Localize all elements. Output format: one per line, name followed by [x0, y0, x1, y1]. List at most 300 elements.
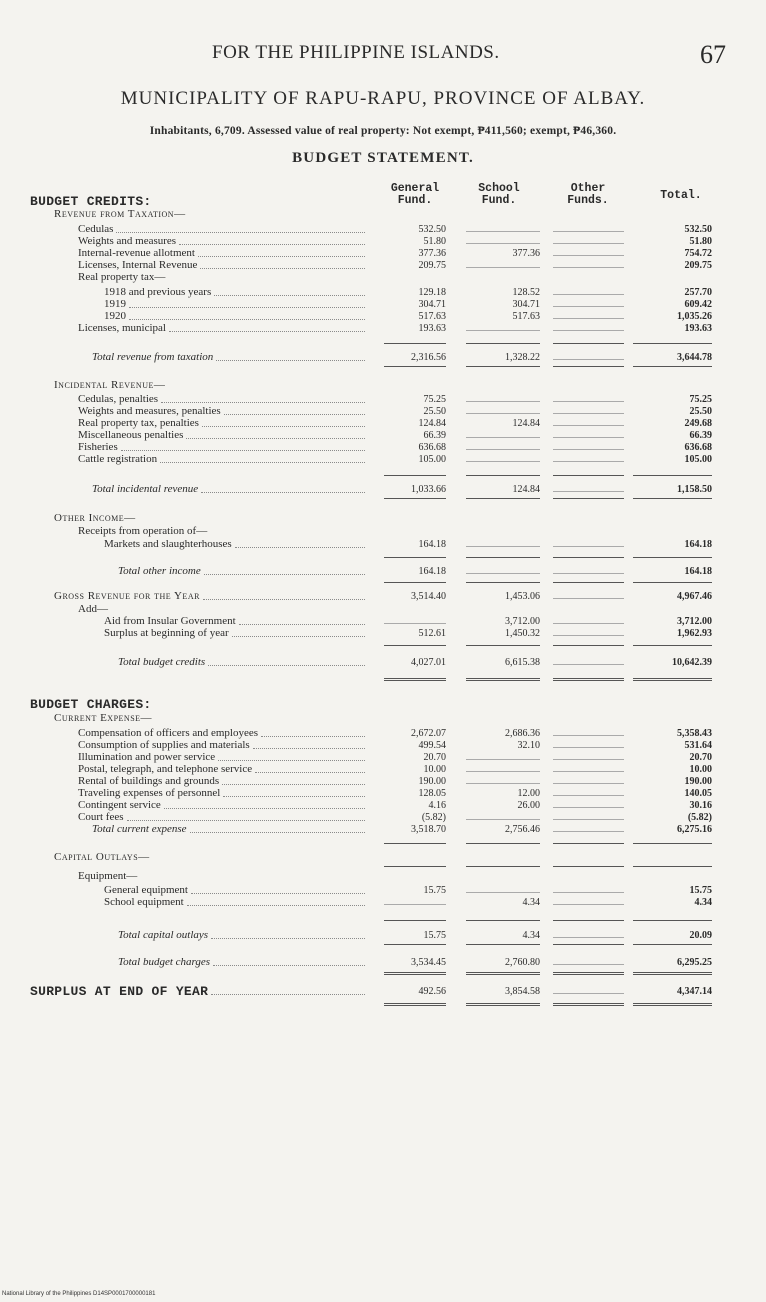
cell-total: 164.18 [684, 539, 712, 550]
row-label: Equipment— [78, 870, 138, 882]
cell-general-fund: 124.84 [418, 418, 446, 429]
blank-cell-rule [553, 413, 624, 414]
cell-school-fund: 2,760.80 [505, 957, 540, 968]
total-rule [633, 366, 712, 367]
cell-school-fund: 32.10 [517, 740, 540, 751]
row-label: Current Expense— [54, 712, 153, 724]
leader-dots [203, 599, 365, 600]
column-header-other-funds: Other Funds. [567, 182, 609, 207]
total-rule [466, 920, 540, 921]
blank-cell-rule [553, 598, 624, 599]
row-label: Cedulas, penalties [78, 393, 159, 405]
total-rule [553, 974, 624, 975]
total-rule [553, 1005, 624, 1006]
row-label: Miscellaneous penalties [78, 429, 184, 441]
cell-general-fund: 51.80 [423, 236, 446, 247]
table-row [0, 590, 766, 603]
table-row [0, 512, 766, 525]
cell-total: 164.18 [684, 566, 712, 577]
cell-total: 1,035.26 [677, 311, 712, 322]
blank-cell-rule [553, 573, 624, 574]
cell-total: 3,712.00 [677, 616, 712, 627]
cell-school-fund: 1,450.32 [505, 628, 540, 639]
total-rule [466, 582, 540, 583]
total-rule [466, 498, 540, 499]
cell-total: 5,358.43 [677, 728, 712, 739]
inhabitants-line: Inhabitants, 6,709. Assessed value of real property: Not exempt, ₱411,560; exempt, ₱46,360. [149, 125, 617, 137]
total-rule [633, 475, 712, 476]
blank-cell-rule [553, 330, 624, 331]
total-rule [466, 866, 540, 867]
total-rule [633, 972, 712, 973]
row-label: Add— [78, 603, 108, 615]
row-label: Revenue from Taxation— [54, 208, 186, 220]
total-rule [384, 343, 446, 344]
cell-general-fund: (5.82) [421, 812, 446, 823]
row-label: Fisheries [78, 441, 118, 453]
table-row [0, 453, 766, 466]
blank-cell-rule [466, 413, 540, 414]
cell-school-fund: 124.84 [512, 484, 540, 495]
cell-total: 51.80 [689, 236, 712, 247]
leader-dots [261, 736, 365, 737]
total-rule [466, 944, 540, 945]
total-rule [384, 582, 446, 583]
cell-general-fund: 4,027.01 [411, 657, 446, 668]
blank-cell-rule [466, 437, 540, 438]
cell-total: 3,644.78 [677, 352, 712, 363]
blank-cell-rule [553, 243, 624, 244]
total-rule [553, 343, 624, 344]
leader-dots [204, 574, 365, 575]
leader-dots [211, 938, 365, 939]
leader-dots [255, 772, 365, 773]
table-row [0, 195, 766, 208]
cell-general-fund: 304.71 [418, 299, 446, 310]
blank-cell-rule [553, 425, 624, 426]
total-rule [466, 678, 540, 679]
cell-total: 531.64 [684, 740, 712, 751]
cell-general-fund: 1,033.66 [411, 484, 446, 495]
blank-cell-rule [466, 231, 540, 232]
cell-general-fund: 15.75 [423, 930, 446, 941]
cell-school-fund: 3,854.58 [505, 986, 540, 997]
row-label: SURPLUS AT END OF YEAR [30, 984, 209, 999]
leader-dots [129, 319, 365, 320]
cell-general-fund: 3,534.45 [411, 957, 446, 968]
row-label: Cattle registration [78, 453, 158, 465]
total-rule [633, 678, 712, 679]
total-rule [553, 972, 624, 973]
row-label: BUDGET CHARGES: [30, 697, 152, 712]
cell-general-fund: 209.75 [418, 260, 446, 271]
total-rule [466, 645, 540, 646]
column-header-general-fund: General Fund. [390, 182, 440, 207]
leader-dots [224, 414, 365, 415]
row-label: Total revenue from taxation [92, 351, 214, 363]
leader-dots [216, 360, 365, 361]
cell-total: 66.39 [689, 430, 712, 441]
leader-dots [129, 307, 365, 308]
cell-general-fund: 10.00 [423, 764, 446, 775]
blank-cell-rule [553, 819, 624, 820]
total-rule [553, 645, 624, 646]
cell-total: (5.82) [687, 812, 712, 823]
table-row [0, 208, 766, 221]
cell-total: 105.00 [684, 454, 712, 465]
cell-total: 1,158.50 [677, 484, 712, 495]
blank-cell-rule [553, 795, 624, 796]
leader-dots [235, 547, 365, 548]
blank-cell-rule [384, 623, 446, 624]
cell-general-fund: 2,672.07 [411, 728, 446, 739]
cell-school-fund: 4.34 [522, 930, 540, 941]
row-label: Real property tax, penalties [78, 417, 199, 429]
table-row [0, 712, 766, 725]
total-rule [553, 678, 624, 679]
leader-dots [208, 665, 365, 666]
cell-total: 609.42 [684, 299, 712, 310]
row-label: Weights and measures [78, 235, 177, 247]
leader-dots [218, 760, 365, 761]
table-row [0, 379, 766, 392]
row-label: Total incidental revenue [92, 483, 199, 495]
total-rule [553, 843, 624, 844]
blank-cell-rule [553, 771, 624, 772]
row-label: Other Income— [54, 512, 136, 524]
total-rule [633, 582, 712, 583]
cell-school-fund: 4.34 [522, 897, 540, 908]
cell-total: 4,967.46 [677, 591, 712, 602]
blank-cell-rule [553, 635, 624, 636]
column-header-total: Total. [660, 189, 702, 202]
row-label: Illumination and power service [78, 751, 216, 763]
total-rule [633, 557, 712, 558]
table-row [0, 565, 766, 578]
leader-dots [239, 624, 365, 625]
total-rule [553, 866, 624, 867]
cell-school-fund: 304.71 [512, 299, 540, 310]
table-row [0, 656, 766, 669]
total-rule [384, 366, 446, 367]
blank-cell-rule [553, 231, 624, 232]
leader-dots [179, 244, 365, 245]
total-rule [384, 557, 446, 558]
leader-dots [164, 808, 365, 809]
cell-total: 209.75 [684, 260, 712, 271]
table-row [0, 896, 766, 909]
cell-school-fund: 6,615.38 [505, 657, 540, 668]
cell-total: 6,295.25 [677, 957, 712, 968]
leader-dots [187, 905, 365, 906]
cell-general-fund: 512.61 [418, 628, 446, 639]
table-row [0, 851, 766, 864]
row-label: Real property tax— [78, 271, 166, 283]
total-rule [384, 678, 446, 679]
row-label: Licenses, Internal Revenue [78, 259, 198, 271]
blank-cell-rule [553, 401, 624, 402]
cell-school-fund: 2,756.46 [505, 824, 540, 835]
blank-cell-rule [553, 294, 624, 295]
page-number: 67 [700, 40, 726, 69]
blank-cell-rule [553, 783, 624, 784]
total-rule [553, 944, 624, 945]
row-label: Markets and slaughterhouses [104, 538, 232, 550]
leader-dots [214, 295, 365, 296]
row-label: Total budget credits [118, 656, 206, 668]
blank-cell-rule [466, 243, 540, 244]
cell-general-fund: 20.70 [423, 752, 446, 763]
blank-cell-rule [553, 964, 624, 965]
row-label: Weights and measures, penalties [78, 405, 221, 417]
blank-cell-rule [553, 546, 624, 547]
cell-total: 25.50 [689, 406, 712, 417]
blank-cell-rule [553, 318, 624, 319]
row-label: Compensation of officers and employees [78, 727, 259, 739]
table-row [0, 525, 766, 538]
cell-general-fund: 190.00 [418, 776, 446, 787]
row-label: Receipts from operation of— [78, 525, 208, 537]
cell-general-fund: 25.50 [423, 406, 446, 417]
statement-title: BUDGET STATEMENT. [292, 150, 474, 166]
table-row [0, 985, 766, 998]
row-label: 1918 and previous years [104, 286, 212, 298]
table-row [0, 698, 766, 711]
cell-general-fund: 377.36 [418, 248, 446, 259]
total-rule [553, 680, 624, 681]
cell-school-fund: 377.36 [512, 248, 540, 259]
blank-cell-rule [553, 491, 624, 492]
total-rule [466, 680, 540, 681]
row-label: Surplus at beginning of year [104, 627, 229, 639]
cell-school-fund: 1,328.22 [505, 352, 540, 363]
leader-dots [232, 636, 365, 637]
total-rule [384, 920, 446, 921]
row-label: Rental of buildings and grounds [78, 775, 220, 787]
total-rule [633, 645, 712, 646]
cell-total: 20.09 [689, 930, 712, 941]
blank-cell-rule [466, 819, 540, 820]
total-rule [384, 974, 446, 975]
total-rule [553, 366, 624, 367]
blank-cell-rule [553, 747, 624, 748]
blank-cell-rule [553, 359, 624, 360]
row-label: Incidental Revenue— [54, 379, 166, 391]
row-label: Total current expense [92, 823, 187, 835]
leader-dots [191, 893, 365, 894]
blank-cell-rule [466, 449, 540, 450]
blank-cell-rule [553, 807, 624, 808]
total-rule [384, 972, 446, 973]
cell-general-fund: 164.18 [418, 566, 446, 577]
total-rule [384, 1003, 446, 1004]
cell-school-fund: 1,453.06 [505, 591, 540, 602]
total-rule [633, 1005, 712, 1006]
total-rule [384, 944, 446, 945]
total-rule [553, 1003, 624, 1004]
blank-cell-rule [553, 623, 624, 624]
municipality-title: MUNICIPALITY OF RAPU-RAPU, PROVINCE OF ALBAY. [120, 88, 646, 109]
leader-dots [169, 331, 365, 332]
total-rule [384, 475, 446, 476]
total-rule [384, 498, 446, 499]
blank-cell-rule [553, 461, 624, 462]
row-label: School equipment [104, 896, 184, 908]
table-row [0, 956, 766, 969]
leader-dots [223, 796, 365, 797]
cell-total: 140.05 [684, 788, 712, 799]
cell-general-fund: 517.63 [418, 311, 446, 322]
blank-cell-rule [553, 664, 624, 665]
table-row [0, 538, 766, 551]
leader-dots [253, 748, 365, 749]
table-row [0, 351, 766, 364]
total-rule [633, 1003, 712, 1004]
cell-total: 10,642.39 [672, 657, 712, 668]
total-rule [466, 972, 540, 973]
leader-dots [222, 784, 365, 785]
row-label: Total other income [118, 565, 201, 577]
blank-cell-rule [553, 437, 624, 438]
table-row [0, 870, 766, 883]
cell-total: 4,347.14 [677, 986, 712, 997]
total-rule [466, 557, 540, 558]
blank-cell-rule [553, 937, 624, 938]
table-row [0, 322, 766, 335]
cell-total: 190.00 [684, 776, 712, 787]
total-rule [633, 866, 712, 867]
row-label: 1920 [104, 310, 126, 322]
blank-cell-rule [466, 771, 540, 772]
cell-general-fund: 3,514.40 [411, 591, 446, 602]
leader-dots [213, 965, 365, 966]
total-rule [553, 557, 624, 558]
column-header-school-fund: School Fund. [478, 182, 520, 207]
row-label: Total budget charges [118, 956, 211, 968]
leader-dots [121, 450, 365, 451]
blank-cell-rule [553, 993, 624, 994]
row-label: 1919 [104, 298, 126, 310]
table-row [0, 271, 766, 284]
total-rule [466, 843, 540, 844]
row-label: General equipment [104, 884, 188, 896]
leader-dots [186, 438, 365, 439]
cell-general-fund: 4.16 [428, 800, 446, 811]
running-title: FOR THE PHILIPPINE ISLANDS. [212, 42, 500, 63]
total-rule [384, 680, 446, 681]
table-row [0, 483, 766, 496]
cell-total: 1,962.93 [677, 628, 712, 639]
cell-general-fund: 105.00 [418, 454, 446, 465]
total-rule [633, 680, 712, 681]
blank-cell-rule [466, 759, 540, 760]
cell-general-fund: 2,316.56 [411, 352, 446, 363]
cell-general-fund: 193.63 [418, 323, 446, 334]
total-rule [633, 944, 712, 945]
row-label: Postal, telegraph, and telephone service [78, 763, 253, 775]
cell-general-fund: 129.18 [418, 287, 446, 298]
cell-general-fund: 636.68 [418, 442, 446, 453]
cell-general-fund: 3,518.70 [411, 824, 446, 835]
total-rule [384, 866, 446, 867]
cell-total: 20.70 [689, 752, 712, 763]
cell-total: 636.68 [684, 442, 712, 453]
cell-school-fund: 3,712.00 [505, 616, 540, 627]
total-rule [633, 343, 712, 344]
row-label: Court fees [78, 811, 124, 823]
total-rule [466, 1003, 540, 1004]
blank-cell-rule [553, 892, 624, 893]
cell-total: 75.25 [689, 394, 712, 405]
row-label: Total capital outlays [118, 929, 209, 941]
total-rule [466, 475, 540, 476]
row-label: Aid from Insular Government [104, 615, 236, 627]
leader-dots [200, 268, 365, 269]
total-rule [553, 920, 624, 921]
cell-general-fund: 532.50 [418, 224, 446, 235]
table-row [0, 823, 766, 836]
blank-cell-rule [553, 267, 624, 268]
cell-general-fund: 66.39 [423, 430, 446, 441]
total-rule [466, 974, 540, 975]
cell-total: 193.63 [684, 323, 712, 334]
row-label: Traveling expenses of personnel [78, 787, 221, 799]
blank-cell-rule [553, 904, 624, 905]
cell-school-fund: 128.52 [512, 287, 540, 298]
total-rule [633, 498, 712, 499]
total-rule [384, 645, 446, 646]
total-rule [633, 974, 712, 975]
leader-dots [116, 232, 365, 233]
cell-general-fund: 492.56 [418, 986, 446, 997]
blank-cell-rule [553, 735, 624, 736]
row-label: Contingent service [78, 799, 161, 811]
blank-cell-rule [466, 546, 540, 547]
cell-total: 754.72 [684, 248, 712, 259]
total-rule [633, 843, 712, 844]
cell-total: 4.34 [694, 897, 712, 908]
total-rule [553, 582, 624, 583]
table-row [0, 627, 766, 640]
blank-cell-rule [553, 306, 624, 307]
total-rule [466, 1005, 540, 1006]
cell-general-fund: 164.18 [418, 539, 446, 550]
blank-cell-rule [466, 461, 540, 462]
cell-school-fund: 124.84 [512, 418, 540, 429]
leader-dots [201, 492, 365, 493]
blank-cell-rule [553, 255, 624, 256]
cell-total: 10.00 [689, 764, 712, 775]
total-rule [466, 366, 540, 367]
blank-cell-rule [466, 892, 540, 893]
cell-total: 532.50 [684, 224, 712, 235]
cell-general-fund: 499.54 [418, 740, 446, 751]
blank-cell-rule [466, 330, 540, 331]
total-rule [466, 343, 540, 344]
total-rule [553, 498, 624, 499]
row-label: Internal-revenue allotment [78, 247, 195, 259]
cell-general-fund: 128.05 [418, 788, 446, 799]
blank-cell-rule [553, 449, 624, 450]
cell-school-fund: 517.63 [512, 311, 540, 322]
cell-total: 257.70 [684, 287, 712, 298]
leader-dots [202, 426, 365, 427]
leader-dots [127, 820, 365, 821]
leader-dots [160, 462, 365, 463]
cell-total: 249.68 [684, 418, 712, 429]
blank-cell-rule [384, 904, 446, 905]
row-label: Consumption of supplies and materials [78, 739, 250, 751]
